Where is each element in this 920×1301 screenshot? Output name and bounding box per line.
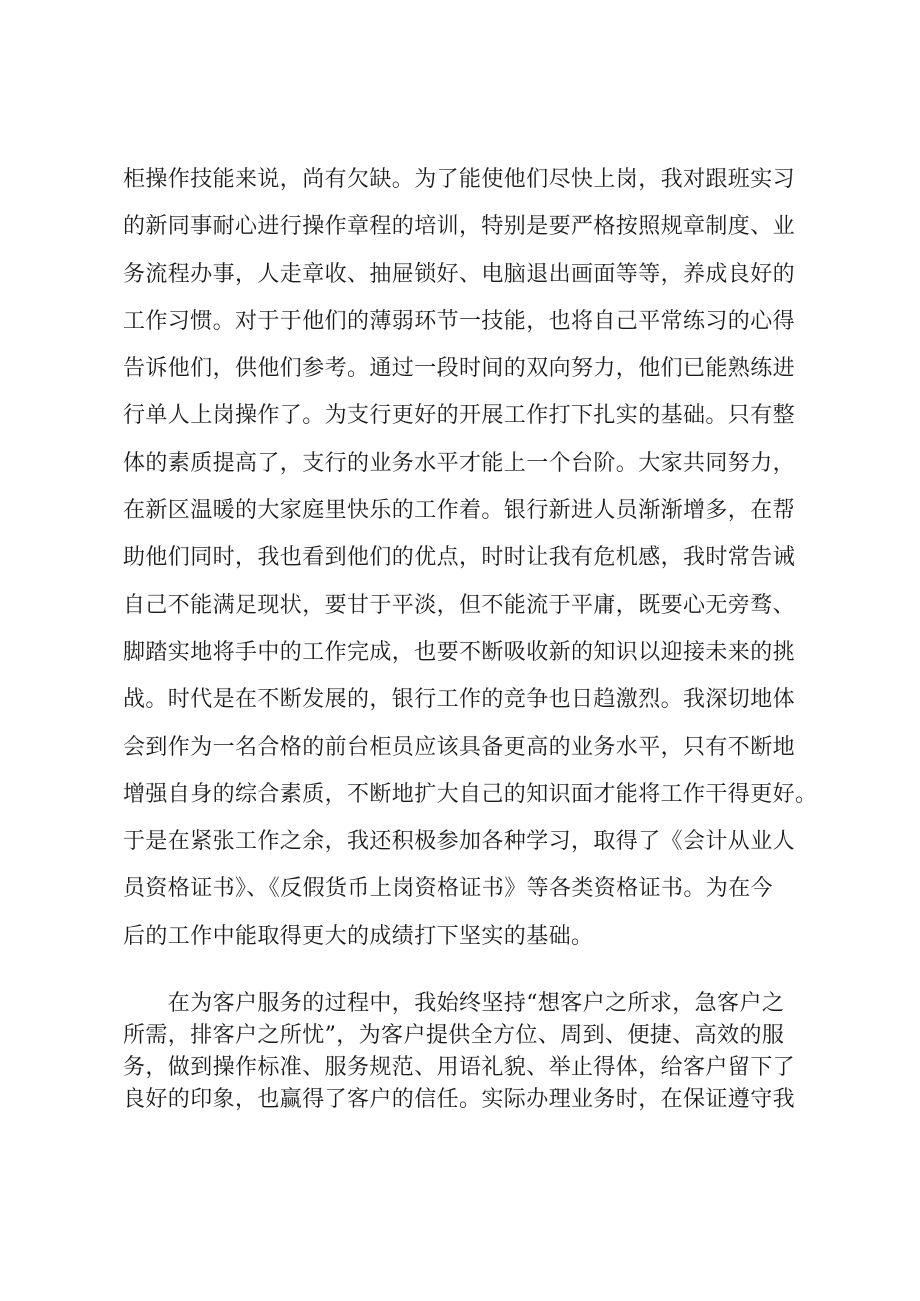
paragraph-line: 脚踏实地将手中的工作完成，也要不断吸收新的知识以迎接未来的挑 (123, 639, 796, 665)
paragraph-line: 行单人上岗操作了。为支行更好的开展工作打下扎实的基础。只有整 (123, 403, 796, 429)
paragraph-line: 后的工作中能取得更大的成绩打下坚实的基础。 (123, 923, 594, 949)
paragraph-line: 良好的印象，也赢得了客户的信任。实际办理业务时，在保证遵守我 (123, 1087, 796, 1112)
paragraph-line: 告诉他们，供他们参考。通过一段时间的双向努力，他们已能熟练进 (123, 356, 796, 382)
paragraph-line: 的新同事耐心进行操作章程的培训，特别是要严格按照规章制度、业 (123, 214, 796, 240)
paragraph-line: 于是在紧张工作之余，我还积极参加各种学习，取得了《会计从业人 (123, 829, 796, 855)
paragraph-line: 工作习惯。对于于他们的薄弱环节一技能，也将自己平常练习的心得 (123, 308, 796, 334)
paragraph-line: 助他们同时，我也看到他们的优点，时时让我有危机感，我时常告诫 (123, 545, 796, 571)
paragraph-line: 增强自身的综合素质，不断地扩大自己的知识面才能将工作干得更好。 (123, 781, 818, 807)
paragraph-line: 体的素质提高了，支行的业务水平才能上一个台阶。大家共同努力， (123, 450, 796, 476)
paragraph-line: 会到作为一名合格的前台柜员应该具备更高的业务水平，只有不断地 (123, 734, 796, 760)
paragraph-line: 务流程办事，人走章收、抽屉锁好、电脑退出画面等等，养成良好的 (123, 261, 796, 287)
paragraph-line: 在为客户服务的过程中，我始终坚持“想客户之所求，急客户之 (123, 991, 785, 1016)
paragraph-line: 所需，排客户之所忧”，为客户提供全方位、周到、便捷、高效的服 (123, 1023, 785, 1048)
paragraph-line: 战。时代是在不断发展的，银行工作的竞争也日趋激烈。我深切地体 (123, 687, 796, 713)
paragraph-1 (123, 156, 823, 960)
paragraph-line: 柜操作技能来说，尚有欠缺。为了能使他们尽快上岗，我对跟班实习 (123, 167, 796, 192)
paragraph-line: 自己不能满足现状，要甘于平淡，但不能流于平庸，既要心无旁骛、 (123, 592, 796, 618)
paragraph-line: 务，做到操作标准、服务规范、用语礼貌、举止得体，给客户留下了 (123, 1055, 796, 1080)
paragraph-line: 员资格证书》、《反假货币上岗资格证书》等各类资格证书。为在今 (123, 876, 774, 902)
paragraph-2 (123, 988, 823, 1116)
paragraph-line: 在新区温暖的大家庭里快乐的工作着。银行新进人员渐渐增多，在帮 (123, 498, 796, 524)
